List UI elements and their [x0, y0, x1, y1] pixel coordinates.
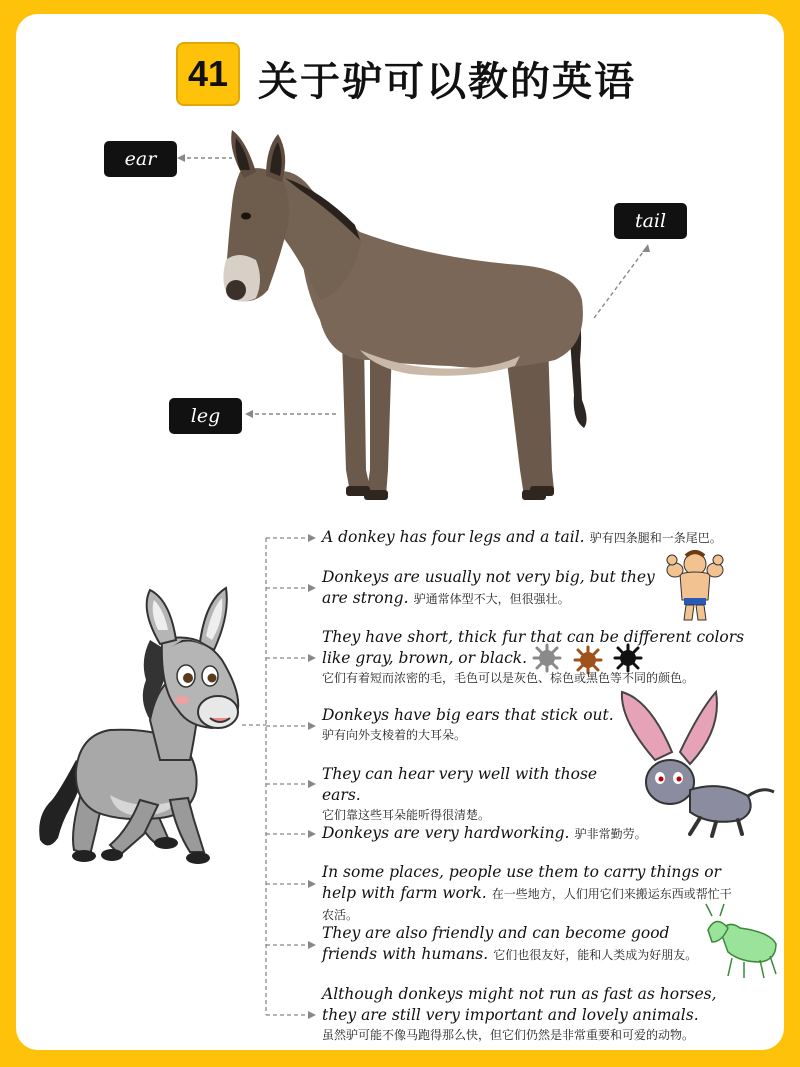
- fact-4: [322, 705, 622, 744]
- label-tail: tail: [614, 203, 687, 239]
- fact-1-english: A donkey has four legs and a tail.: [322, 528, 585, 546]
- fact-2-english: Donkeys are usually not very big, but they are strong.: [322, 568, 655, 607]
- fact-9: [322, 984, 742, 1044]
- big-ears-donkey-icon: [622, 692, 774, 836]
- fact-4-english: Donkeys have big ears that stick out.: [322, 706, 614, 724]
- label-ear: ear: [104, 141, 177, 177]
- fact-3-chinese: 它们有着短而浓密的毛，毛色可以是灰色、棕色或黑色等不同的颜色。: [322, 671, 695, 685]
- fact-7-chinese: 在一些地方，人们用它们来搬运东西或帮忙干农活。: [322, 887, 732, 922]
- fact-5: [322, 764, 632, 824]
- fact-3-english: They have short, thick fur that can be different colors like gray, brown, or black.: [322, 628, 745, 667]
- page-title: 关于驴可以教的英语: [258, 59, 636, 105]
- fact-8-english: They are also friendly and can become good friends with humans.: [322, 924, 670, 963]
- fact-5-english: They can hear very well with those ears.: [322, 765, 598, 804]
- fact-8: [322, 923, 712, 965]
- fact-6-english: Donkeys are very hardworking.: [322, 824, 570, 842]
- fact-1: [322, 527, 762, 548]
- fact-5-chinese: 它们靠这些耳朵能听得很清楚。: [322, 808, 491, 822]
- number-badge: 41: [176, 42, 240, 106]
- fact-6-chinese: 驴非常勤劳。: [574, 827, 647, 841]
- fact-8-chinese: 它们也很友好，能和人类成为好朋友。: [493, 948, 698, 962]
- fact-9-chinese: 虽然驴可能不像马跑得那么快，但它们仍然是非常重要和可爱的动物。: [322, 1028, 695, 1042]
- fact-7-english: In some places, people use them to carry things or help with farm work.: [322, 863, 721, 902]
- label-leg: leg: [169, 398, 242, 434]
- fact-6: [322, 823, 762, 844]
- fact-4-chinese: 驴有向外支棱着的大耳朵。: [322, 728, 467, 742]
- fact-7: [322, 862, 742, 923]
- fact-2-chinese: 驴通常体型不大，但很强壮。: [413, 592, 570, 606]
- fact-3: [322, 627, 762, 687]
- strongman-icon: [667, 552, 723, 620]
- fact-9-english: Although donkeys might not run as fast as horses, they are still very important and lovely animals.: [322, 985, 717, 1024]
- fact-1-chinese: 驴有四条腿和一条尾巴。: [589, 531, 722, 545]
- fact-2: [322, 567, 672, 609]
